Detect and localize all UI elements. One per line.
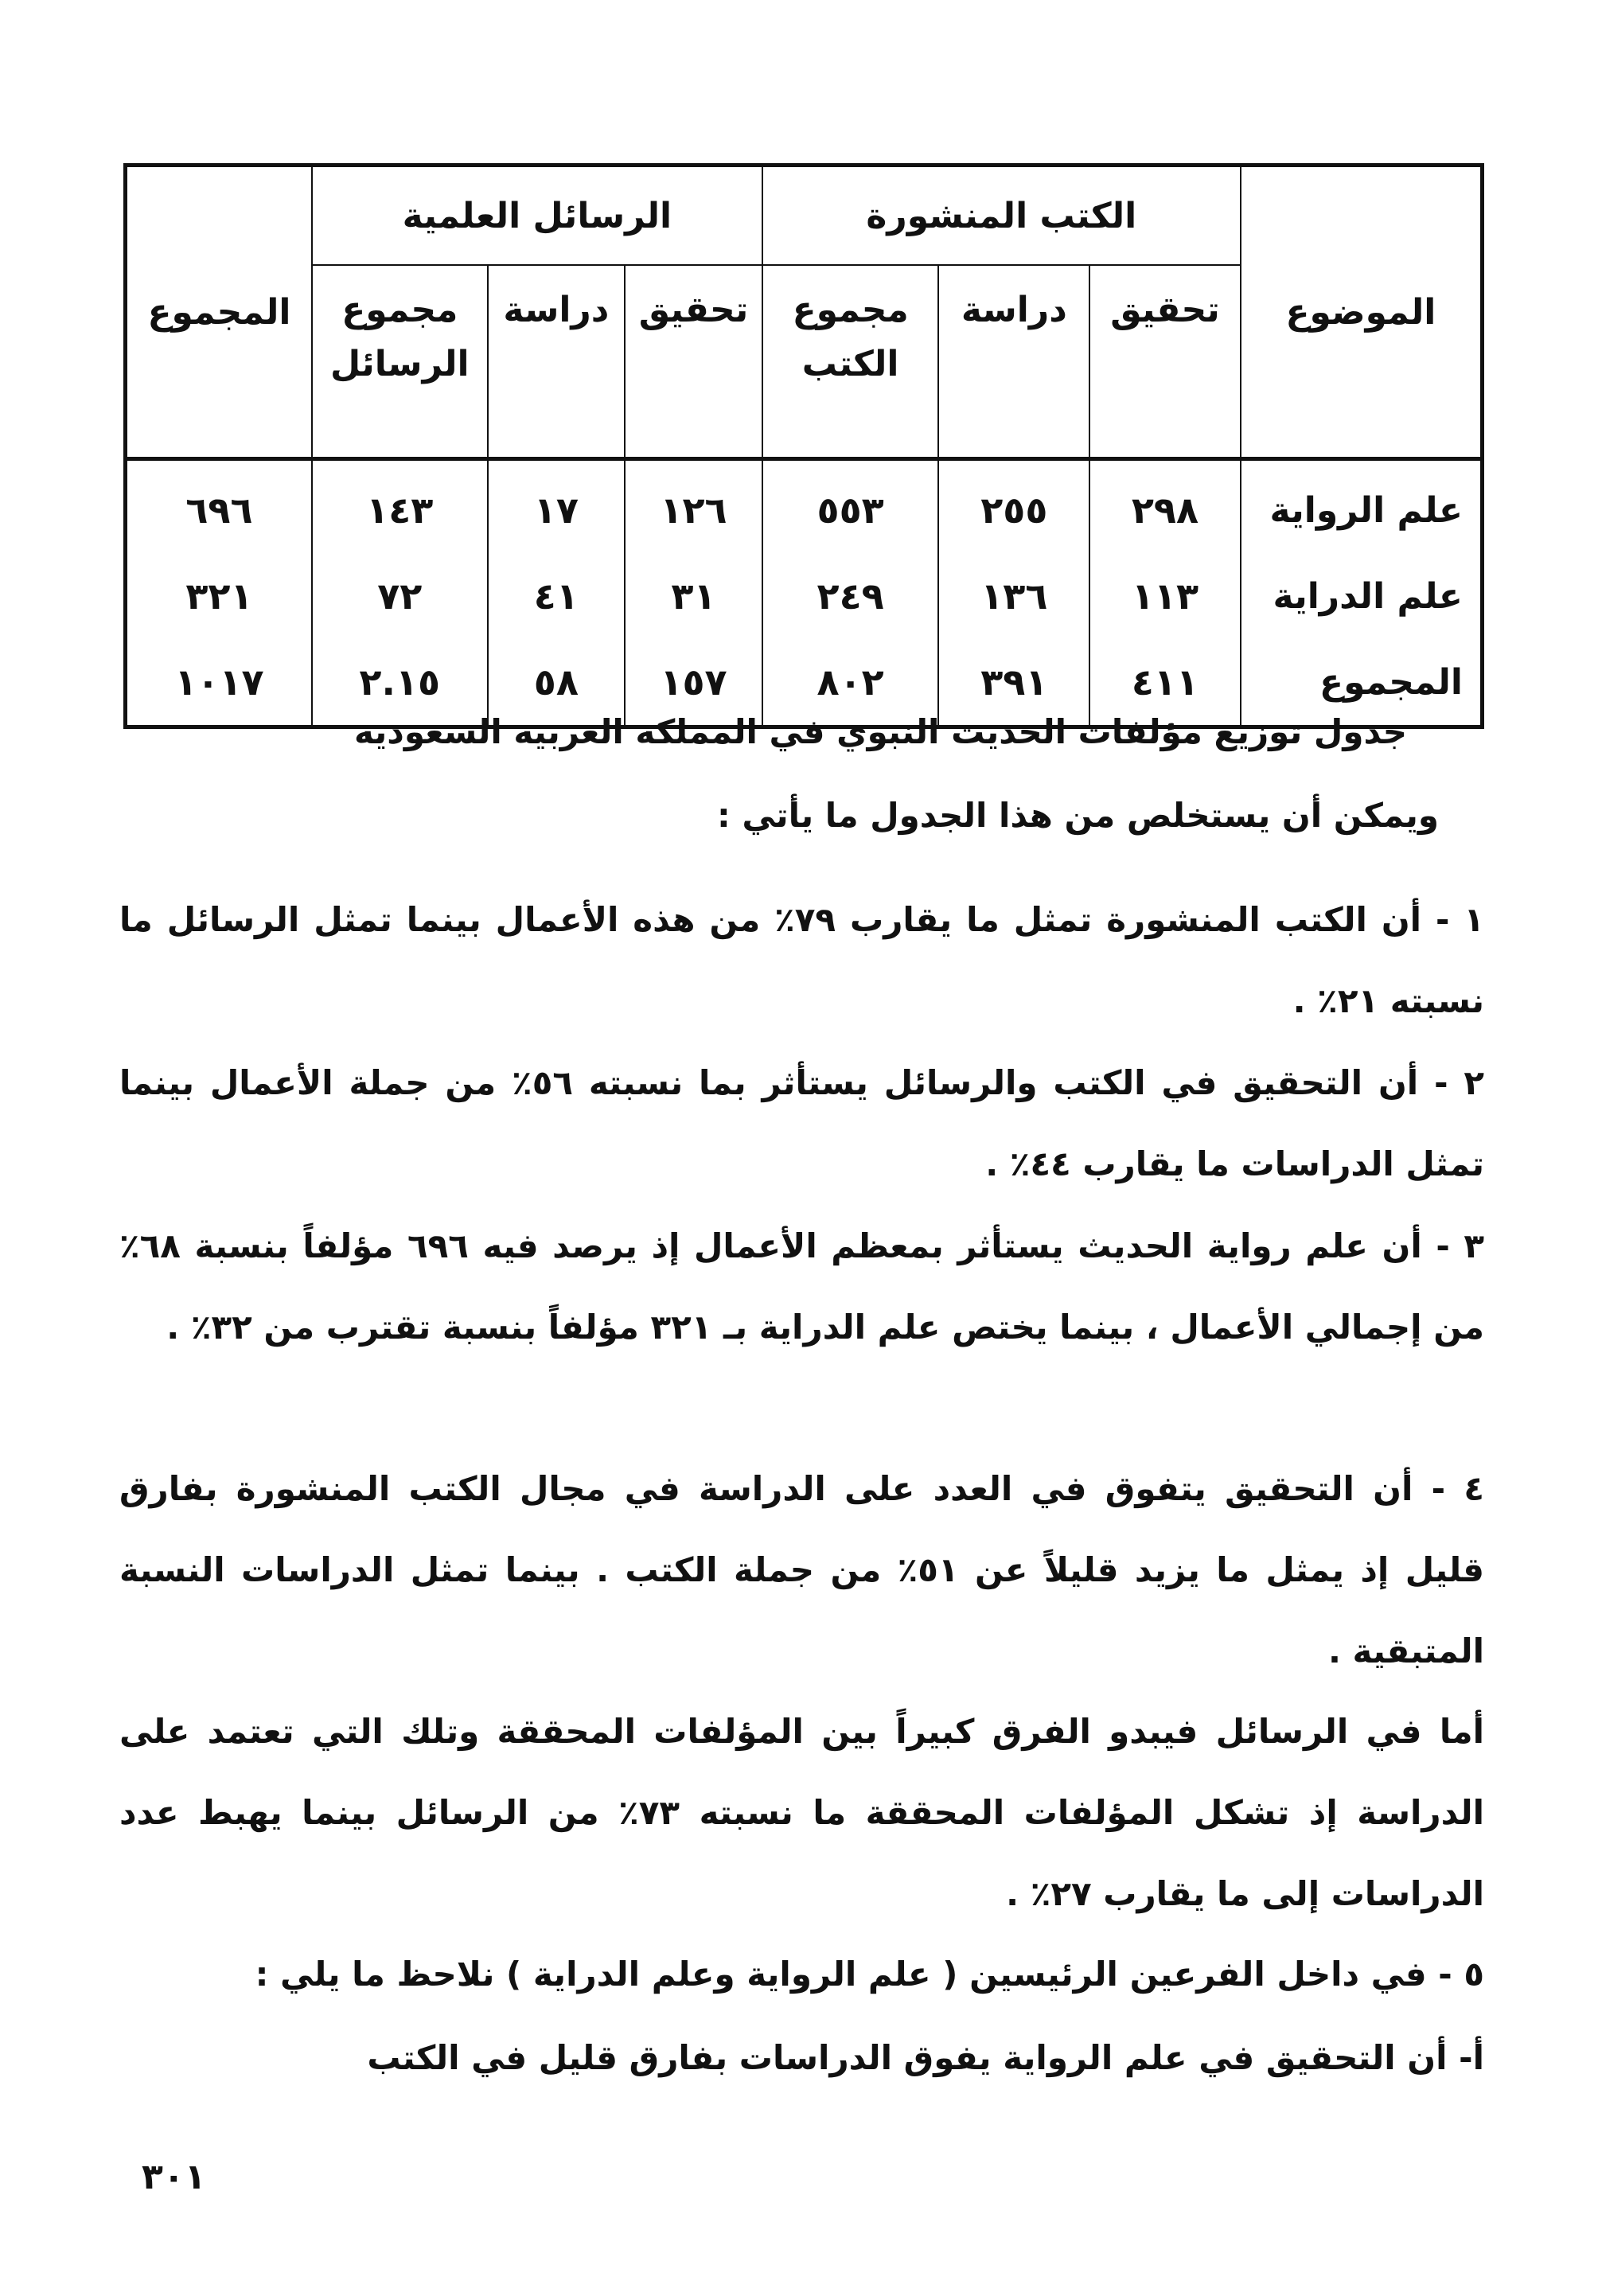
- cell-total: ٣٢١: [126, 553, 312, 639]
- header-books-total: مجموع الكتب: [762, 265, 939, 459]
- cell-books-dirasa: ٢٥٥: [938, 459, 1089, 554]
- table-row: [126, 553, 1483, 639]
- header-theses-total: مجموع الرسائل: [312, 265, 488, 459]
- cell-books-dirasa: ١٣٦: [938, 553, 1089, 639]
- paragraph-7: أ- أن التحقيق في علم الرواية يفوق الدراسات بفارق قليل في الكتب: [367, 2038, 1484, 2077]
- header-theses-tahqiq: تحقيق: [625, 265, 762, 459]
- paragraph-4: ٤ - أن التحقيق يتفوق في العدد على الدراسة في مجال الكتب المنشورة بفارق قليل إذ يمثل ما يزيد قليلاً عن ٥١٪ من جملة الكتب . بينما تمثل الدراسات النسبة المتبقية .: [119, 1469, 1485, 1670]
- paragraph-2: ٢ - أن التحقيق في الكتب والرسائل يستأثر بما نسبته ٥٦٪ من جملة الأعمال بينما تمثل الدراسات ما يقارب ٤٤٪ .: [119, 1063, 1485, 1183]
- cell-total: ٦٩٦: [126, 459, 312, 554]
- page-number: ٣٠١: [142, 2157, 206, 2197]
- cell-books-total: ٥٥٣: [762, 459, 939, 554]
- cell-books-tahqiq: ١١٣: [1089, 553, 1241, 639]
- cell-theses-tahqiq: ١٥٧: [625, 639, 762, 727]
- cell-books-total: ٨٠٢: [762, 639, 939, 727]
- header-subject: الموضوع: [1241, 166, 1483, 459]
- header-theses: الرسائل العلمية: [312, 166, 762, 266]
- cell-theses-dirasa: ١٧: [488, 459, 626, 554]
- row-label: المجموع: [1241, 639, 1483, 727]
- paragraph-3: ٣ - أن علم رواية الحديث يستأثر بمعظم الأعمال إذ يرصد فيه ٦٩٦ مؤلفاً بنسبة ٦٨٪ من إجمالي الأعمال ، بينما يختص علم الدراية بـ ٣٢١ مؤلفاً بنسبة تقترب من ٣٢٪ .: [119, 1226, 1484, 1347]
- cell-books-dirasa: ٣٩١: [938, 639, 1089, 727]
- cell-books-tahqiq: ٢٩٨: [1089, 459, 1241, 554]
- paragraph-6: ٥ - في داخل الفرعين الرئيسين ( علم الرواية وعلم الدراية ) نلاحظ ما يلي :: [255, 1955, 1484, 1994]
- cell-theses-tahqiq: ٣١: [625, 553, 762, 639]
- cell-theses-total: ٢.١٥: [312, 639, 488, 727]
- distribution-table: [123, 163, 1484, 729]
- header-total: المجموع: [126, 166, 312, 459]
- paragraph-1: ١ - أن الكتب المنشورة تمثل ما يقارب ٧٩٪ من هذه الأعمال بينما تمثل الرسائل ما نسبته ٢١٪ .: [119, 900, 1484, 1020]
- cell-books-tahqiq: ٤١١: [1089, 639, 1241, 727]
- cell-books-total: ٢٤٩: [762, 553, 939, 639]
- cell-theses-dirasa: ٥٨: [488, 639, 626, 727]
- header-theses-dirasa: دراسة: [488, 265, 626, 459]
- table-row: [126, 459, 1483, 554]
- cell-theses-tahqiq: ١٢٦: [625, 459, 762, 554]
- paragraph-5: أما في الرسائل فيبدو الفرق كبيراً بين المؤلفات المحققة وتلك التي تعتمد على الدراسة إذ تشكل المؤلفات المحققة ما نسبته ٧٣٪ من الرسائل بينما يهبط عدد الدراسات إلى ما يقارب ٢٧٪ .: [119, 1712, 1485, 1913]
- header-published-books: الكتب المنشورة: [762, 166, 1241, 266]
- intro-line: ويمكن أن يستخلص من هذا الجدول ما يأتي :: [716, 796, 1439, 835]
- row-label: علم الرواية: [1241, 459, 1483, 554]
- header-books-dirasa: دراسة: [938, 265, 1089, 459]
- header-books-tahqiq: تحقيق: [1089, 265, 1241, 459]
- cell-total: ١٠١٧: [126, 639, 312, 727]
- cell-theses-dirasa: ٤١: [488, 553, 626, 639]
- cell-theses-total: ٧٢: [312, 553, 488, 639]
- table-caption: جدول توزيع مؤلفات الحديث النبوي في المملكة العربية السعودية: [354, 712, 1407, 751]
- cell-theses-total: ١٤٣: [312, 459, 488, 554]
- row-label: علم الدراية: [1241, 553, 1483, 639]
